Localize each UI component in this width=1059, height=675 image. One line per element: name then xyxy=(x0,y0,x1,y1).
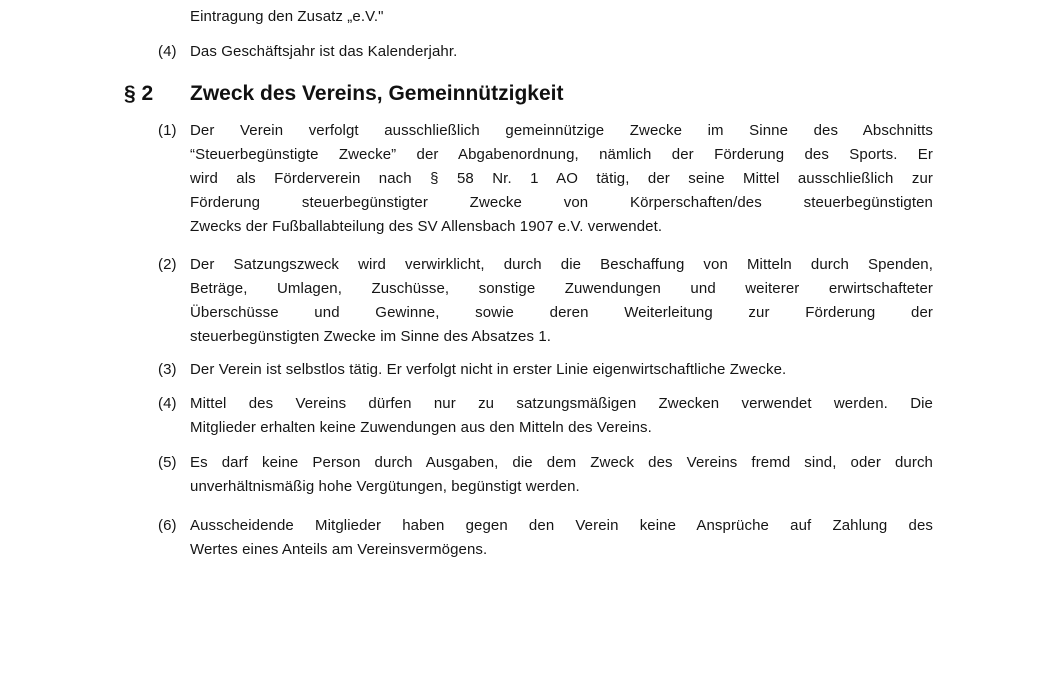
paragraph-4 xyxy=(158,392,933,440)
paragraph-line: Das Geschäftsjahr ist das Kalenderjahr. xyxy=(190,43,458,60)
paragraph-prev-4-geschaeftsjahr xyxy=(158,40,933,64)
section-heading xyxy=(124,79,944,109)
paragraph-line: Förderung steuerbegünstigter Zwecke von Körperschaften/des steuerbegünstigten xyxy=(190,194,933,211)
paragraph-line: Wertes eines Anteils am Vereinsvermögens. xyxy=(190,541,488,558)
paragraph-text xyxy=(190,253,933,349)
paragraph-line: unverhältnismäßig hohe Vergütungen, begünstigt werden. xyxy=(190,478,580,495)
paragraph-number: (4) xyxy=(158,395,177,412)
paragraph-text xyxy=(190,514,933,562)
paragraph-number: (2) xyxy=(158,256,177,273)
paragraph-line: Eintragung den Zusatz „e.V." xyxy=(190,8,384,25)
paragraph-line: wird als Förderverein nach § 58 Nr. 1 AO tätig, der seine Mittel ausschließlich zur xyxy=(190,170,933,187)
paragraph-number xyxy=(158,0,177,5)
paragraph-line: “Steuerbegünstigte Zwecke” der Abgabenordnung, nämlich der Förderung des Sports. Er xyxy=(190,146,933,163)
paragraph-line: Der Verein ist selbstlos tätig. Er verfolgt nicht in erster Linie eigenwirtschaftliche Zwecke. xyxy=(190,361,787,378)
paragraph-line: Ausscheidende Mitglieder haben gegen den Verein keine Ansprüche auf Zahlung des xyxy=(190,517,933,534)
paragraph-3 xyxy=(158,358,933,382)
paragraph-number: (1) xyxy=(158,122,177,139)
paragraph-line: Der Verein verfolgt ausschließlich gemeinnützige Zwecke im Sinne des Abschnitts xyxy=(190,122,933,139)
paragraph-text xyxy=(190,451,933,499)
paragraph-6 xyxy=(158,514,933,562)
paragraph-5 xyxy=(158,451,933,499)
section-title: Zweck des Vereins, Gemeinnützigkeit xyxy=(190,82,564,105)
paragraph-number: (6) xyxy=(158,517,177,534)
paragraph-line: Der Satzungszweck wird verwirklicht, durch die Beschaffung von Mitteln durch Spenden, xyxy=(190,256,933,273)
paragraph-text xyxy=(190,358,933,382)
paragraph-text xyxy=(190,392,933,440)
paragraph-line: Beträge, Umlagen, Zuschüsse, sonstige Zuwendungen und weiterer erwirtschafteter xyxy=(190,280,933,297)
paragraph-prev-3-partial xyxy=(158,0,933,29)
paragraph-line: Zwecks der Fußballabteilung des SV Allensbach 1907 e.V. verwendet. xyxy=(190,218,663,235)
paragraph-line: Überschüsse und Gewinne, sowie deren Weiterleitung zur Förderung der xyxy=(190,304,933,321)
paragraph-number: (3) xyxy=(158,361,177,378)
paragraph-1 xyxy=(158,119,933,239)
paragraph-text xyxy=(190,40,933,64)
paragraph-line: Mitglieder erhalten keine Zuwendungen aus den Mitteln des Vereins. xyxy=(190,419,652,436)
section-number: § 2 xyxy=(124,82,154,105)
paragraph-line: Mittel des Vereins dürfen nur zu satzungsmäßigen Zwecken verwendet werden. Die xyxy=(190,395,933,412)
paragraph-line: Es darf keine Person durch Ausgaben, die dem Zweck des Vereins fremd sind, oder durch xyxy=(190,454,933,471)
paragraph-text xyxy=(190,0,933,29)
paragraph-2 xyxy=(158,253,933,349)
paragraph-text xyxy=(190,119,933,239)
paragraph-number: (5) xyxy=(158,454,177,471)
paragraph-number: (4) xyxy=(158,43,177,60)
paragraph-line: steuerbegünstigten Zwecke im Sinne des Absatzes 1. xyxy=(190,328,552,345)
